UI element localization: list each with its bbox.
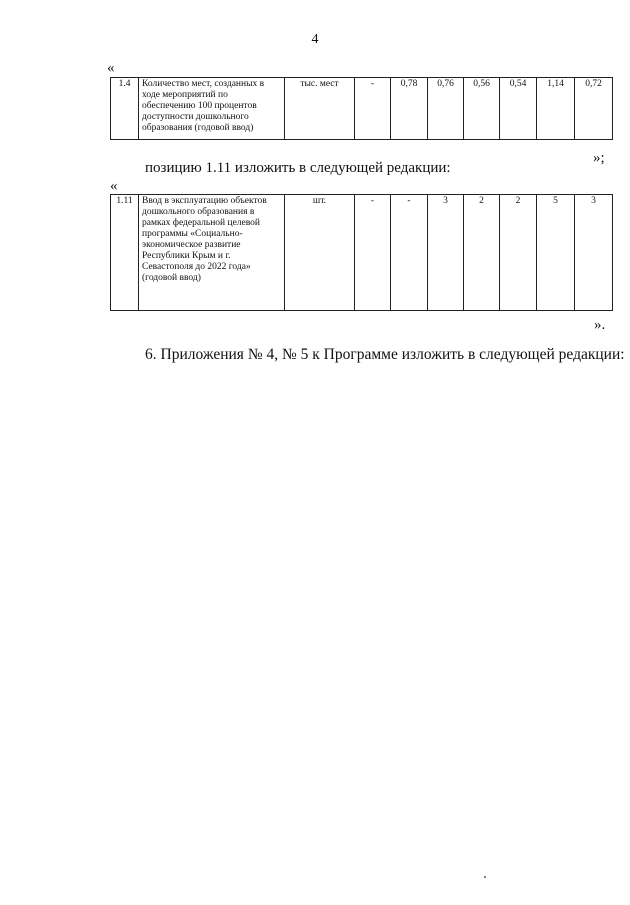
table-position-1-4 — [110, 77, 613, 140]
value-cell: - — [355, 78, 391, 140]
indicator-name: Ввод в эксплуатацию объектов дошкольного образования в рамках федеральной целевой программы «Социально-экономическое развитие Республики Крым и г. Севастополя до 2022 года» (годовой ввод) — [139, 195, 285, 311]
scan-speck — [484, 876, 486, 878]
value-cell: 2 — [464, 195, 500, 311]
value-cell: 0,72 — [575, 78, 613, 140]
close-quote-2: ». — [594, 317, 606, 333]
value-cell: 5 — [537, 195, 575, 311]
instruction-position-1-11: позицию 1.11 изложить в следующей редакции: — [145, 160, 451, 176]
instruction-appendices: 6. Приложения № 4, № 5 к Программе изложить в следующей редакции: — [145, 346, 625, 363]
table-position-1-11 — [110, 194, 613, 311]
unit-cell: тыс. мест — [285, 78, 355, 140]
value-cell: 1,14 — [537, 78, 575, 140]
page-number: 4 — [311, 32, 319, 47]
table-row — [111, 195, 613, 311]
row-number: 1.4 — [111, 78, 139, 140]
value-cell: 0,78 — [391, 78, 428, 140]
open-quote-2: « — [110, 178, 118, 194]
open-quote-1: « — [107, 60, 115, 76]
value-cell: - — [355, 195, 391, 311]
value-cell: 3 — [428, 195, 464, 311]
indicator-name: Количество мест, созданных в ходе мероприятий по обеспечению 100 процентов доступности дошкольного образования (годовой ввод) — [139, 78, 285, 140]
value-cell: 0,56 — [464, 78, 500, 140]
row-number: 1.11 — [111, 195, 139, 311]
unit-cell: шт. — [285, 195, 355, 311]
close-quote-1: »; — [593, 150, 605, 166]
value-cell: 0,76 — [428, 78, 464, 140]
value-cell: 0,54 — [500, 78, 537, 140]
value-cell: - — [391, 195, 428, 311]
value-cell: 3 — [575, 195, 613, 311]
value-cell: 2 — [500, 195, 537, 311]
table-row — [111, 78, 613, 140]
